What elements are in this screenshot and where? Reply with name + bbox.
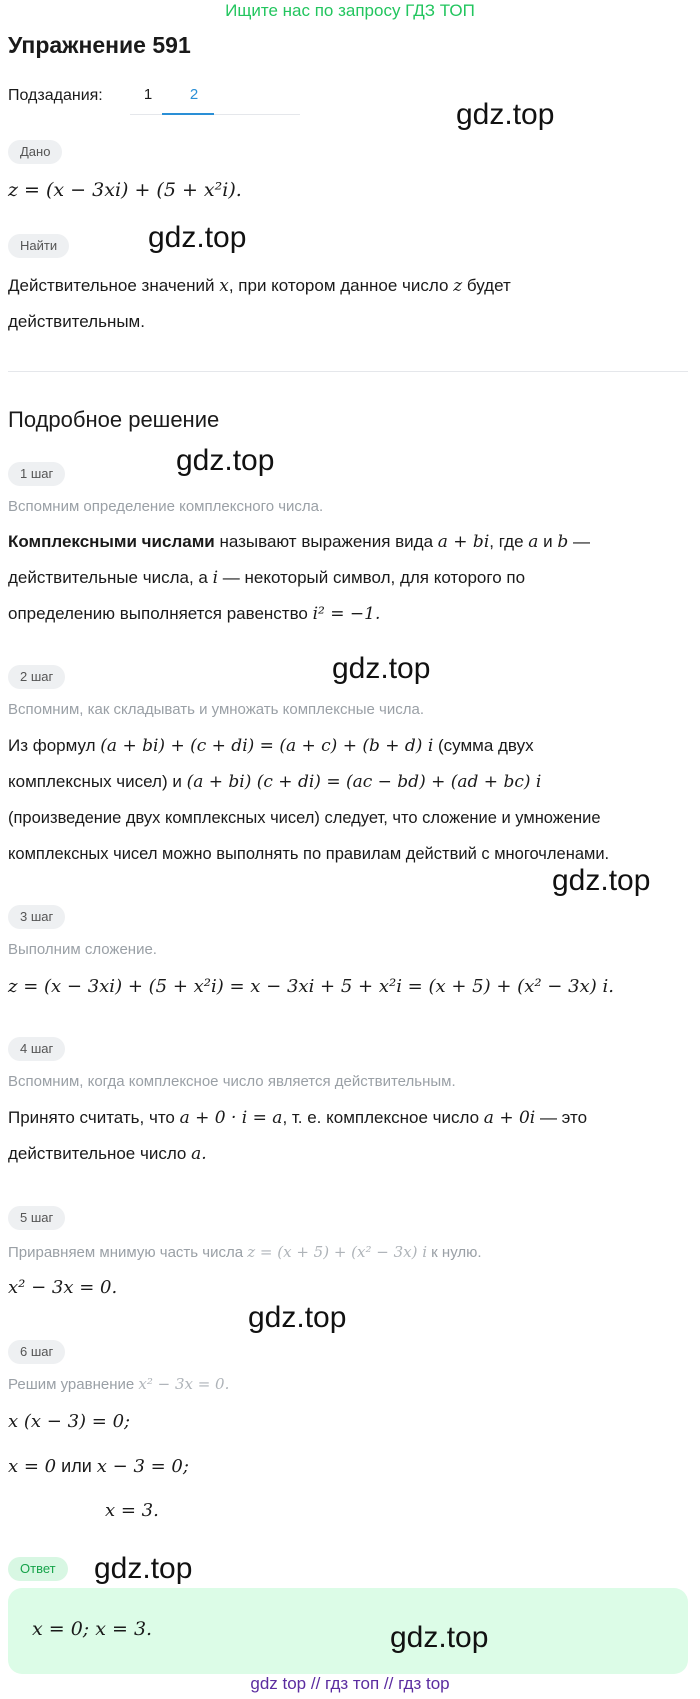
step-4-line1 <box>8 1106 587 1130</box>
text: действительные числа, а <box>8 568 213 587</box>
given-badge: Дано <box>8 140 62 164</box>
step-3 <box>8 905 65 929</box>
answer-badge: Ответ <box>8 1557 68 1581</box>
given-equation: z = (x − 3xi) + (5 + x²i). <box>8 179 242 201</box>
watermark: gdz.top <box>148 221 247 254</box>
step-3-equation: z = (x − 3xi) + (5 + x²i) = x − 3xi + 5 + x²i = (x + 5) + (x² − 3x) i. <box>8 976 614 997</box>
tab-subtask-1[interactable]: 1 <box>143 86 153 103</box>
math: i² = −1. <box>312 604 381 624</box>
step-1-line1 <box>8 530 590 554</box>
math-z: z <box>453 276 463 296</box>
math: (a + bi) (c + di) = (ac − bd) + (ad + bc) i <box>186 772 542 792</box>
text: Принято считать, что <box>8 1108 180 1127</box>
top-banner[interactable]: Ищите нас по запросу ГДЗ ТОП <box>225 1 475 20</box>
step-6-equation-2 <box>8 1454 189 1479</box>
math: b <box>557 532 569 552</box>
text: или <box>56 1456 97 1476</box>
step-4-line2 <box>8 1142 207 1166</box>
watermark: gdz.top <box>332 652 431 685</box>
step-6-equation-1: x (x − 3) = 0; <box>8 1411 131 1432</box>
text: , где <box>489 532 529 551</box>
step-badge: 2 шаг <box>8 665 65 689</box>
watermark: gdz.top <box>94 1552 193 1585</box>
step-4-hint: Вспомним, когда комплексное число является действительным. <box>8 1073 456 1090</box>
watermark: gdz.top <box>456 98 555 131</box>
step-badge: 1 шаг <box>8 462 65 486</box>
step-5 <box>8 1206 65 1230</box>
step-5-equation: x² − 3x = 0. <box>8 1277 118 1298</box>
step-1-line2 <box>8 566 525 590</box>
text: комплексных чисел) и <box>8 772 187 791</box>
text: к нулю. <box>427 1244 482 1261</box>
text: (сумма двух <box>433 736 534 755</box>
tabs-baseline <box>130 114 300 115</box>
term-bold: Комплексными числами <box>8 532 215 551</box>
watermark: gdz.top <box>552 864 651 897</box>
solution-title: Подробное решение <box>8 407 220 432</box>
math: i <box>212 568 219 588</box>
find-section <box>8 234 69 258</box>
given-section <box>8 140 62 164</box>
watermark: gdz.top <box>176 444 275 477</box>
text: Из формул <box>8 736 101 755</box>
text: Действительное значений <box>8 276 220 295</box>
text: — <box>568 532 590 551</box>
footer-links <box>0 1672 700 1696</box>
step-1 <box>8 462 65 486</box>
watermark: gdz.top <box>390 1621 489 1654</box>
divider <box>8 371 688 372</box>
text: , т. е. комплексное число <box>282 1108 484 1127</box>
math: a + 0 · i = a <box>179 1108 283 1128</box>
text: — это <box>535 1108 588 1127</box>
text: называют выражения вида <box>214 532 438 551</box>
step-2-line2 <box>8 770 541 794</box>
step-6-equation-3: x = 3. <box>105 1500 159 1521</box>
math: a + 0i <box>483 1108 536 1128</box>
text: и <box>538 532 558 551</box>
step-6-hint <box>8 1372 229 1397</box>
find-badge: Найти <box>8 234 69 258</box>
math: a <box>528 532 539 552</box>
math: x² − 3x = 0. <box>138 1375 230 1393</box>
step-badge: 3 шаг <box>8 905 65 929</box>
watermark: gdz.top <box>248 1301 347 1334</box>
math: x − 3 = 0; <box>96 1456 189 1477</box>
math: (a + bi) + (c + di) = (a + c) + (b + d) i <box>100 736 434 756</box>
subtasks-label: Подзадания: <box>8 87 103 104</box>
step-2-line3: (произведение двух комплексных чисел) следует, что сложение и умножение <box>8 809 601 827</box>
step-2-line1 <box>8 734 534 758</box>
text: будет <box>462 276 511 295</box>
step-badge: 6 шаг <box>8 1340 65 1364</box>
text: Решим уравнение <box>8 1376 139 1393</box>
step-badge: 4 шаг <box>8 1037 65 1061</box>
answer-label <box>8 1557 68 1581</box>
step-1-line3 <box>8 602 380 626</box>
step-1-hint: Вспомним определение комплексного числа. <box>8 498 324 515</box>
active-tab-indicator <box>162 113 214 115</box>
step-2 <box>8 665 65 689</box>
page-title: Упражнение 591 <box>8 32 191 58</box>
math: x = 0 <box>8 1456 57 1477</box>
math-x: x <box>219 276 229 296</box>
tab-subtask-2[interactable]: 2 <box>189 86 199 103</box>
step-5-hint <box>8 1240 482 1265</box>
math: a. <box>191 1144 207 1164</box>
text: действительное число <box>8 1144 192 1163</box>
text: Приравняем мнимую часть числа <box>8 1244 248 1261</box>
footer-separator: // <box>306 1674 326 1693</box>
text: определению выполняется равенство <box>8 604 313 623</box>
find-text-line2: действительным. <box>8 312 145 331</box>
math: a + bi <box>437 532 490 552</box>
math: z = (x + 5) + (x² − 3x) i <box>247 1243 428 1261</box>
step-badge: 5 шаг <box>8 1206 65 1230</box>
step-2-line4: комплексных чисел можно выполнять по правилам действий с многочленами. <box>8 845 610 863</box>
answer-text: x = 0; x = 3. <box>32 1618 153 1640</box>
footer-separator: // <box>379 1674 399 1693</box>
step-4 <box>8 1037 65 1061</box>
footer-link-gdz-top-ru[interactable]: гдз топ <box>325 1674 380 1693</box>
step-6 <box>8 1340 65 1364</box>
text: , при котором данное число <box>228 276 454 295</box>
text: — некоторый символ, для которого по <box>218 568 526 587</box>
footer-link-gdz-top[interactable]: gdz top <box>250 1674 307 1693</box>
find-text-line1 <box>8 274 511 298</box>
step-3-hint: Выполним сложение. <box>8 941 157 958</box>
step-2-hint: Вспомним, как складывать и умножать комплексные числа. <box>8 701 424 718</box>
footer-link-gdz-top-mixed[interactable]: гдз top <box>398 1674 450 1693</box>
